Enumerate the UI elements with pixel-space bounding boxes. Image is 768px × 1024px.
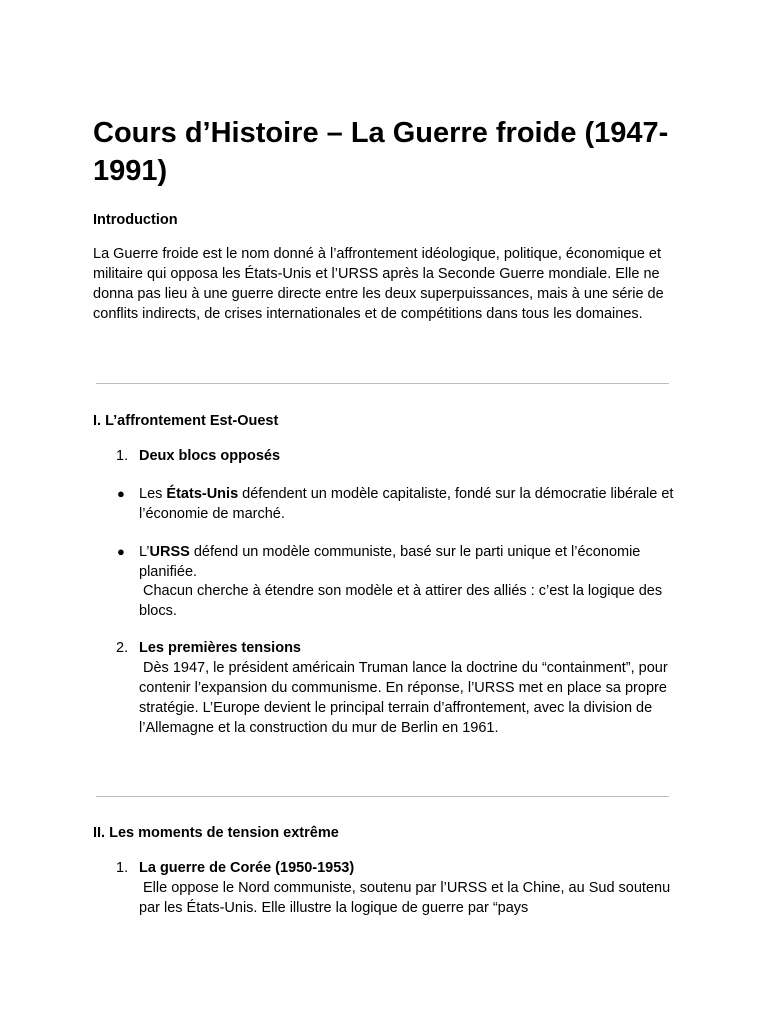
bullet-icon: ● — [117, 544, 125, 559]
item-title-text: Les premières tensions — [139, 640, 301, 656]
intro-heading: Introduction — [93, 212, 178, 228]
bullet-bold-term: URSS — [149, 544, 190, 560]
bullet-text-end: défend un modèle communiste, basé sur le parti unique et l’économie planifiée. — [139, 544, 641, 580]
bullet-text-start: L’ — [139, 544, 150, 560]
bullet-item — [139, 542, 684, 582]
item-title-text: La guerre de Corée (1950-1953) — [139, 860, 355, 876]
list-item-title — [139, 858, 684, 878]
list-item-title — [139, 638, 684, 658]
section1-heading: I. L’affrontement Est-Ouest — [93, 413, 279, 429]
document-title: Cours d’Histoire – La Guerre froide (1947-1991) — [93, 117, 669, 187]
bullet-icon: ● — [117, 486, 125, 501]
bullet-text-start: Les — [139, 486, 167, 502]
list-item-title — [139, 446, 684, 466]
intro-paragraph: La Guerre froide est le nom donné à l’affrontement idéologique, politique, économique et militaire qui opposa les États-Unis et l’URSS après la Seconde Guerre mondiale. Elle ne donna pas lieu à une guerre directe entre les deux superpuissances, mais à une série de conflits indirects, de crises internationales et de compétitions dans tous les domaines. — [93, 246, 664, 322]
list-item-text: Elle oppose le Nord communiste, soutenu par l’URSS et la Chine, au Sud soutenu par les États-Unis. Elle illustre la logique de guerre par “pays — [139, 880, 671, 916]
bullet-continuation: Chacun cherche à étendre son modèle et à attirer des alliés : c’est la logique des blocs. — [139, 583, 663, 619]
horizontal-rule — [96, 796, 669, 797]
bullet-bold-term: États-Unis — [166, 486, 239, 502]
bullet-item — [139, 484, 684, 524]
list-number: 1. — [116, 860, 129, 876]
list-item-text: Dès 1947, le président américain Truman lance la doctrine du “containment”, pour contenir l’expansion du communisme. En réponse, l’URSS met en place sa propre stratégie. L’Europe devient le principal terrain d’affrontement, avec la division de l’Allemagne et la construction du mur de Berlin en 1961. — [139, 660, 668, 736]
horizontal-rule — [96, 383, 669, 384]
list-number: 2. — [116, 640, 129, 656]
bullet-text-end: défendent un modèle capitaliste, fondé sur la démocratie libérale et l’économie de marché. — [139, 486, 674, 522]
section2-heading: II. Les moments de tension extrême — [93, 825, 339, 841]
item-title-text: Deux blocs opposés — [139, 448, 281, 464]
list-number: 1. — [116, 448, 129, 464]
